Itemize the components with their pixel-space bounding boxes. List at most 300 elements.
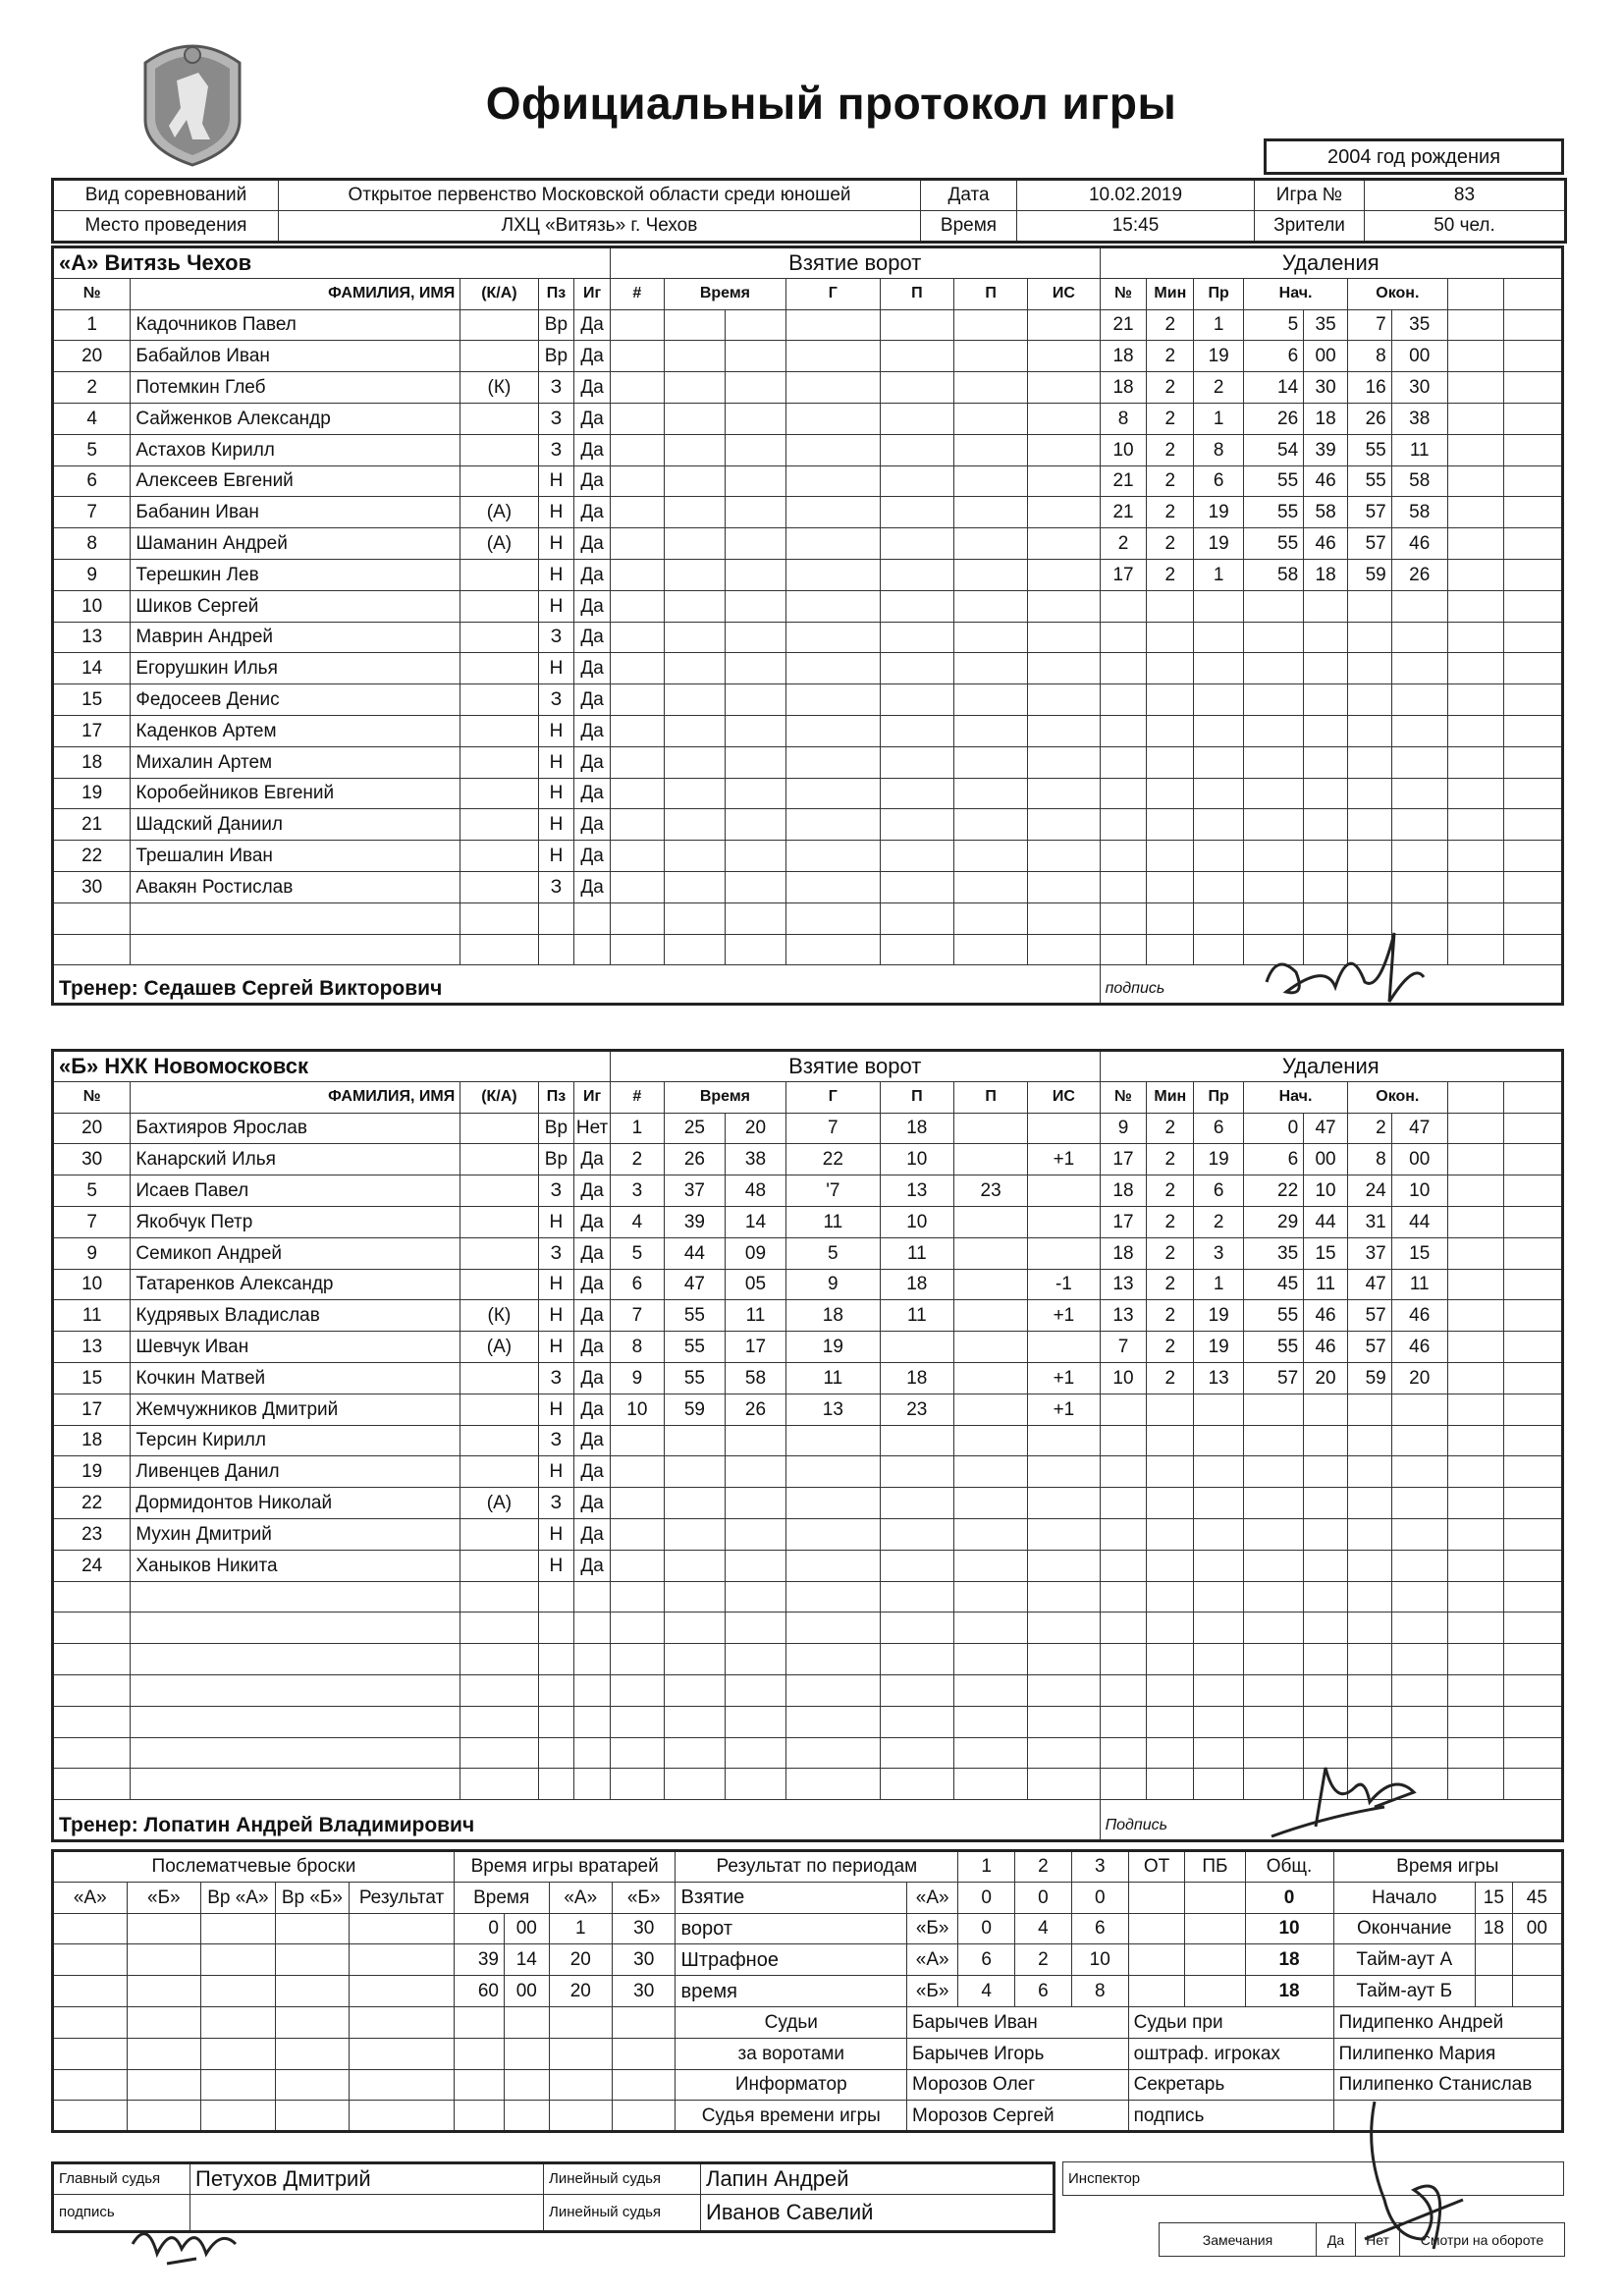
empty-cell xyxy=(610,309,664,341)
empty-cell xyxy=(1244,1394,1304,1425)
empty-cell xyxy=(725,1644,785,1675)
empty-cell xyxy=(1147,622,1194,653)
pos-cell: Н xyxy=(538,590,574,622)
shootout-header: Послематчевые броски xyxy=(53,1851,455,1883)
min-cell: 2 xyxy=(1147,1362,1194,1394)
ka-cell xyxy=(460,1550,538,1581)
goals-b-cell xyxy=(1185,1913,1245,1944)
name-cell: Егорушкин Илья xyxy=(131,653,460,684)
m-cell: 55 xyxy=(664,1300,725,1332)
p2-cell xyxy=(953,1269,1027,1300)
ka-cell xyxy=(460,434,538,465)
secretary-signature xyxy=(1355,2092,1473,2259)
p2-cell xyxy=(953,1206,1027,1237)
ka-cell xyxy=(460,778,538,809)
min-cell: 2 xyxy=(1147,1113,1194,1144)
name-cell: Астахов Кирилл xyxy=(131,434,460,465)
s-cell: 05 xyxy=(725,1269,785,1300)
empty-cell xyxy=(574,902,611,934)
table-row xyxy=(53,1851,1563,1883)
empty-cell xyxy=(1147,1488,1194,1519)
empty-cell xyxy=(1028,1737,1100,1769)
is-cell xyxy=(1028,1237,1100,1269)
empty-cell xyxy=(1147,1550,1194,1581)
e2-cell: 47 xyxy=(1391,1113,1447,1144)
empty-cell xyxy=(1028,809,1100,841)
table-row xyxy=(53,2069,1563,2101)
empty-cell xyxy=(53,1769,131,1800)
no-cell: 20 xyxy=(53,1113,131,1144)
empty-cell xyxy=(1028,778,1100,809)
name-cell: Федосеев Денис xyxy=(131,684,460,716)
empty-cell xyxy=(1347,841,1391,872)
empty-cell xyxy=(538,1706,574,1737)
min-cell: 2 xyxy=(1147,309,1194,341)
no-cell: 8 xyxy=(53,528,131,560)
ka-cell xyxy=(460,1425,538,1456)
name-cell: Терсин Кирилл xyxy=(131,1425,460,1456)
empty-cell xyxy=(1304,841,1348,872)
pos-cell: Н xyxy=(538,497,574,528)
empty-cell xyxy=(664,1425,725,1456)
empty-cell xyxy=(1347,1456,1391,1488)
empty-cell xyxy=(1028,1550,1100,1581)
ka-cell: (А) xyxy=(460,1332,538,1363)
empty-cell xyxy=(1028,902,1100,934)
empty-cell xyxy=(1447,590,1503,622)
no-cell: 21 xyxy=(1100,497,1147,528)
ka-cell xyxy=(460,809,538,841)
empty-cell xyxy=(505,2038,550,2069)
no-cell: 22 xyxy=(53,1488,131,1519)
empty-cell xyxy=(538,1581,574,1613)
empty-cell xyxy=(1447,1113,1503,1144)
no-cell: 21 xyxy=(1100,465,1147,497)
pr-cell: 2 xyxy=(1194,1206,1244,1237)
empty-cell xyxy=(1503,465,1562,497)
empty-cell xyxy=(1447,1206,1503,1237)
empty-cell xyxy=(1194,684,1244,716)
no-cell: 18 xyxy=(1100,341,1147,372)
empty-cell xyxy=(1147,1769,1194,1800)
empty-cell xyxy=(350,2069,455,2101)
empty-cell xyxy=(131,1581,460,1613)
empty-cell xyxy=(953,590,1027,622)
empty-cell xyxy=(1503,1613,1562,1644)
pl-cell: Да xyxy=(574,1175,611,1207)
empty-cell xyxy=(725,746,785,778)
timekeeper-cell: Морозов Сергей xyxy=(907,2101,1129,2132)
col-pr-cell: Пр xyxy=(1194,278,1244,309)
s1-cell: 22 xyxy=(1244,1175,1304,1207)
empty-cell xyxy=(610,715,664,746)
empty-cell xyxy=(1100,1769,1147,1800)
m-cell: 47 xyxy=(664,1269,725,1300)
empty-cell xyxy=(538,1769,574,1800)
col-end-cell: Окон. xyxy=(1347,1081,1447,1113)
p2-cell xyxy=(953,1362,1027,1394)
player-row xyxy=(53,559,1563,590)
table-row xyxy=(53,2038,1563,2069)
empty-cell xyxy=(1100,1737,1147,1769)
empty-cell xyxy=(1100,778,1147,809)
empty-cell xyxy=(505,2101,550,2132)
spectators-label: Зрители xyxy=(1255,210,1365,242)
empty-cell xyxy=(610,809,664,841)
empty-cell xyxy=(1391,684,1447,716)
empty-cell xyxy=(1447,1269,1503,1300)
e1-cell: 57 xyxy=(1347,528,1391,560)
empty-cell xyxy=(1304,1644,1348,1675)
empty-cell xyxy=(1147,778,1194,809)
empty-cell xyxy=(1028,934,1100,965)
s-cell: 14 xyxy=(725,1206,785,1237)
empty-cell xyxy=(880,465,953,497)
empty-cell xyxy=(454,2101,504,2132)
pos-cell: З xyxy=(538,372,574,404)
player-row xyxy=(53,1332,1563,1363)
empty-cell xyxy=(1244,809,1304,841)
pos-cell: Н xyxy=(538,1332,574,1363)
b-cell: 30 xyxy=(612,1976,676,2007)
e1-cell: 8 xyxy=(1347,1144,1391,1175)
empty-cell xyxy=(1304,590,1348,622)
pl-cell: Да xyxy=(574,497,611,528)
empty-cell xyxy=(1347,1518,1391,1550)
empty-cell xyxy=(1304,1488,1348,1519)
empty-cell xyxy=(1147,1456,1194,1488)
empty-cell xyxy=(1447,1456,1503,1488)
s2-cell: 46 xyxy=(1304,528,1348,560)
empty-cell xyxy=(1447,465,1503,497)
informer-label-cell: Информатор xyxy=(676,2069,907,2101)
pl-cell: Да xyxy=(574,528,611,560)
empty-cell xyxy=(1512,1944,1562,1976)
ka-cell xyxy=(460,1394,538,1425)
empty-cell xyxy=(664,934,725,965)
ka-cell xyxy=(460,841,538,872)
empty-cell xyxy=(880,778,953,809)
is-cell: +1 xyxy=(1028,1144,1100,1175)
pl-cell: Да xyxy=(574,465,611,497)
goal-judges-l1-cell: Судьи xyxy=(676,2006,907,2038)
head-ref-label-cell: Главный судья xyxy=(53,2163,190,2195)
empty-cell xyxy=(1028,465,1100,497)
name-cell: Исаев Павел xyxy=(131,1175,460,1207)
empty-cell xyxy=(1147,746,1194,778)
empty-cell xyxy=(1147,1674,1194,1706)
e2-cell: 15 xyxy=(1391,1237,1447,1269)
empty-cell xyxy=(880,622,953,653)
empty-cell xyxy=(1244,1518,1304,1550)
empty-cell xyxy=(1028,1613,1100,1644)
empty-cell xyxy=(1503,1581,1562,1613)
empty-cell xyxy=(1028,684,1100,716)
empty-cell xyxy=(1147,1644,1194,1675)
name-cell: Терешкин Лев xyxy=(131,559,460,590)
empty-cell xyxy=(1147,902,1194,934)
empty-cell xyxy=(610,403,664,434)
secretary-cell: Пилипенко Станислав xyxy=(1333,2069,1562,2101)
empty-cell xyxy=(1028,590,1100,622)
empty-cell xyxy=(1194,809,1244,841)
empty-cell xyxy=(1244,778,1304,809)
empty-cell xyxy=(53,902,131,934)
empty-cell xyxy=(1447,1706,1503,1737)
empty-cell xyxy=(1347,778,1391,809)
player-row xyxy=(53,778,1563,809)
table-row xyxy=(53,180,1566,211)
empty-cell xyxy=(1503,902,1562,934)
empty-cell xyxy=(1347,1706,1391,1737)
goals-a-cell: 0 xyxy=(1071,1882,1128,1913)
empty-cell xyxy=(1194,1581,1244,1613)
is-cell xyxy=(1028,1332,1100,1363)
name-cell: Алексеев Евгений xyxy=(131,465,460,497)
empty-cell xyxy=(1447,309,1503,341)
player-row xyxy=(53,1613,1563,1644)
team-a-table xyxy=(51,246,1564,1006)
goals-header: Взятие ворот xyxy=(610,1051,1100,1082)
no-cell: 23 xyxy=(53,1518,131,1550)
empty-cell xyxy=(1447,1518,1503,1550)
e1-cell: 8 xyxy=(1347,341,1391,372)
empty-cell xyxy=(1503,1674,1562,1706)
m-cell: 44 xyxy=(664,1237,725,1269)
s1-cell: 0 xyxy=(1244,1113,1304,1144)
empty-cell xyxy=(610,1737,664,1769)
empty-cell xyxy=(1194,653,1244,684)
name-cell: Кудрявых Владислав xyxy=(131,1300,460,1332)
birth-year: 2004 год рождения xyxy=(1266,140,1563,174)
empty-cell xyxy=(880,1706,953,1737)
empty-cell xyxy=(1503,1269,1562,1300)
no-cell: 6 xyxy=(53,465,131,497)
ka-cell xyxy=(460,1362,538,1394)
empty-cell xyxy=(1244,1456,1304,1488)
goals-b-cell xyxy=(1128,1913,1185,1944)
empty-cell xyxy=(1147,934,1194,965)
empty-cell xyxy=(1028,1674,1100,1706)
empty-cell xyxy=(574,934,611,965)
name-cell: Шиков Сергей xyxy=(131,590,460,622)
col-time-cell: Время xyxy=(664,278,785,309)
player-row xyxy=(53,465,1563,497)
min-cell: 2 xyxy=(1147,497,1194,528)
goals-a-cell: 0 xyxy=(1015,1882,1072,1913)
empty-cell xyxy=(725,1737,785,1769)
pl-cell: Да xyxy=(574,746,611,778)
empty-cell xyxy=(1100,1550,1147,1581)
p2-cell xyxy=(953,1300,1027,1332)
col-pos-cell: Пз xyxy=(538,278,574,309)
empty-cell xyxy=(1304,778,1348,809)
pim-a-cell xyxy=(1128,1944,1185,1976)
empty-cell xyxy=(786,309,881,341)
pos-cell: З xyxy=(538,403,574,434)
no-cell: Нет xyxy=(1356,2223,1400,2257)
empty-cell xyxy=(880,1581,953,1613)
empty-cell xyxy=(610,1488,664,1519)
empty-cell xyxy=(725,1456,785,1488)
empty-cell xyxy=(664,871,725,902)
n-cell: 6 xyxy=(610,1269,664,1300)
empty-cell xyxy=(1447,528,1503,560)
pl-cell: Да xyxy=(574,309,611,341)
table-row xyxy=(53,1913,1563,1944)
penalty-judges-l2-cell: оштраф. игроках xyxy=(1128,2038,1333,2069)
empty-cell xyxy=(880,497,953,528)
pos-cell: З xyxy=(538,1425,574,1456)
ka-cell xyxy=(460,559,538,590)
pos-cell: Н xyxy=(538,653,574,684)
s2-cell: 18 xyxy=(1304,559,1348,590)
name-cell: Семикоп Андрей xyxy=(131,1237,460,1269)
empty-cell xyxy=(610,1518,664,1550)
empty-cell xyxy=(460,1581,538,1613)
m-cell: 0 xyxy=(454,1913,504,1944)
pl-cell: Да xyxy=(574,1332,611,1363)
empty-cell xyxy=(786,934,881,965)
pos-cell: Н xyxy=(538,809,574,841)
pos-cell: З xyxy=(538,434,574,465)
empty-cell xyxy=(664,434,725,465)
empty-cell xyxy=(1391,715,1447,746)
empty-cell xyxy=(953,372,1027,404)
player-row xyxy=(53,1362,1563,1394)
table-row xyxy=(53,278,1563,309)
pr-cell: 1 xyxy=(1194,1269,1244,1300)
empty-cell xyxy=(350,1944,455,1976)
empty-cell xyxy=(53,2006,128,2038)
empty-cell xyxy=(664,1674,725,1706)
player-row xyxy=(53,746,1563,778)
empty-cell xyxy=(610,1425,664,1456)
col-time-cell: Время xyxy=(664,1081,785,1113)
e2-cell: 00 xyxy=(1391,341,1447,372)
empty-cell xyxy=(1194,1425,1244,1456)
e1-cell: 55 xyxy=(1347,465,1391,497)
pl-cell: Да xyxy=(574,653,611,684)
e2-cell: 10 xyxy=(1391,1175,1447,1207)
sign-label-cell: подпись xyxy=(1128,2101,1333,2132)
empty-cell xyxy=(1244,684,1304,716)
empty-cell xyxy=(1147,653,1194,684)
empty-cell xyxy=(786,684,881,716)
p3-cell: 3 xyxy=(1071,1851,1128,1883)
player-row xyxy=(53,1144,1563,1175)
empty-cell xyxy=(880,559,953,590)
ka-cell xyxy=(460,653,538,684)
empty-cell xyxy=(1304,809,1348,841)
head-referee-signature xyxy=(128,2214,245,2269)
pim-a-cell: 10 xyxy=(1071,1944,1128,1976)
empty-cell xyxy=(1503,841,1562,872)
empty-cell xyxy=(1447,1144,1503,1175)
empty-cell xyxy=(1347,1394,1391,1425)
empty-cell xyxy=(1347,871,1391,902)
empty-cell xyxy=(953,778,1027,809)
pim-a-cell: 6 xyxy=(958,1944,1015,1976)
empty-cell xyxy=(1028,1488,1100,1519)
no-cell: 17 xyxy=(1100,559,1147,590)
empty-cell xyxy=(53,1913,128,1944)
empty-cell xyxy=(725,778,785,809)
e1-cell: 7 xyxy=(1347,309,1391,341)
empty-cell xyxy=(1028,871,1100,902)
s-cell: 48 xyxy=(725,1175,785,1207)
empty-cell xyxy=(953,1737,1027,1769)
empty-cell xyxy=(786,559,881,590)
team-a-cell: «А» xyxy=(907,1882,958,1913)
e2-cell: 30 xyxy=(1391,372,1447,404)
empty-cell xyxy=(1475,1976,1512,2007)
s2-cell: 46 xyxy=(1304,1300,1348,1332)
p1-cell: 18 xyxy=(880,1362,953,1394)
empty-cell xyxy=(953,528,1027,560)
col-g-cell: Г xyxy=(786,278,881,309)
goals-b-cell: 6 xyxy=(1071,1913,1128,1944)
s1-cell: 29 xyxy=(1244,1206,1304,1237)
pl-cell: Да xyxy=(574,1269,611,1300)
empty-cell xyxy=(725,497,785,528)
player-row xyxy=(53,1644,1563,1675)
min-cell: 2 xyxy=(1147,1206,1194,1237)
name-cell: Канарский Илья xyxy=(131,1144,460,1175)
pr-cell: 6 xyxy=(1194,1113,1244,1144)
empty-cell xyxy=(1347,1488,1391,1519)
pim-b-cell xyxy=(1185,1976,1245,2007)
p1-cell: 18 xyxy=(880,1269,953,1300)
p1-cell xyxy=(880,1332,953,1363)
e2-cell: 58 xyxy=(1391,465,1447,497)
name-cell: Ливенцев Данил xyxy=(131,1456,460,1488)
empty-cell xyxy=(786,1769,881,1800)
col-p-cell: П xyxy=(953,278,1027,309)
empty-cell xyxy=(725,559,785,590)
name-cell: Жемчужников Дмитрий xyxy=(131,1394,460,1425)
empty-cell xyxy=(880,1737,953,1769)
empty-cell xyxy=(350,1913,455,1944)
empty-cell xyxy=(664,497,725,528)
pos-cell: З xyxy=(538,1362,574,1394)
name-cell: Маврин Андрей xyxy=(131,622,460,653)
player-row xyxy=(53,841,1563,872)
m-cell: 26 xyxy=(664,1144,725,1175)
empty-cell xyxy=(786,1488,881,1519)
ka-cell xyxy=(460,1175,538,1207)
empty-cell xyxy=(610,434,664,465)
empty-cell xyxy=(1304,1581,1348,1613)
empty-cell xyxy=(505,2006,550,2038)
pl-cell: Да xyxy=(574,684,611,716)
empty-cell xyxy=(664,684,725,716)
no-cell: 5 xyxy=(53,434,131,465)
empty-cell xyxy=(786,809,881,841)
g-cell: 22 xyxy=(786,1144,881,1175)
col-p-cell: П xyxy=(880,1081,953,1113)
name-cell: Михалин Артем xyxy=(131,746,460,778)
m-cell: 25 xyxy=(664,1113,725,1144)
no-cell: 13 xyxy=(53,622,131,653)
time-label: Время xyxy=(921,210,1017,242)
empty-cell xyxy=(1244,622,1304,653)
empty-cell xyxy=(610,1550,664,1581)
n-cell: 10 xyxy=(610,1394,664,1425)
table-row xyxy=(53,1976,1563,2007)
empty-cell xyxy=(725,653,785,684)
empty-cell xyxy=(1244,1488,1304,1519)
